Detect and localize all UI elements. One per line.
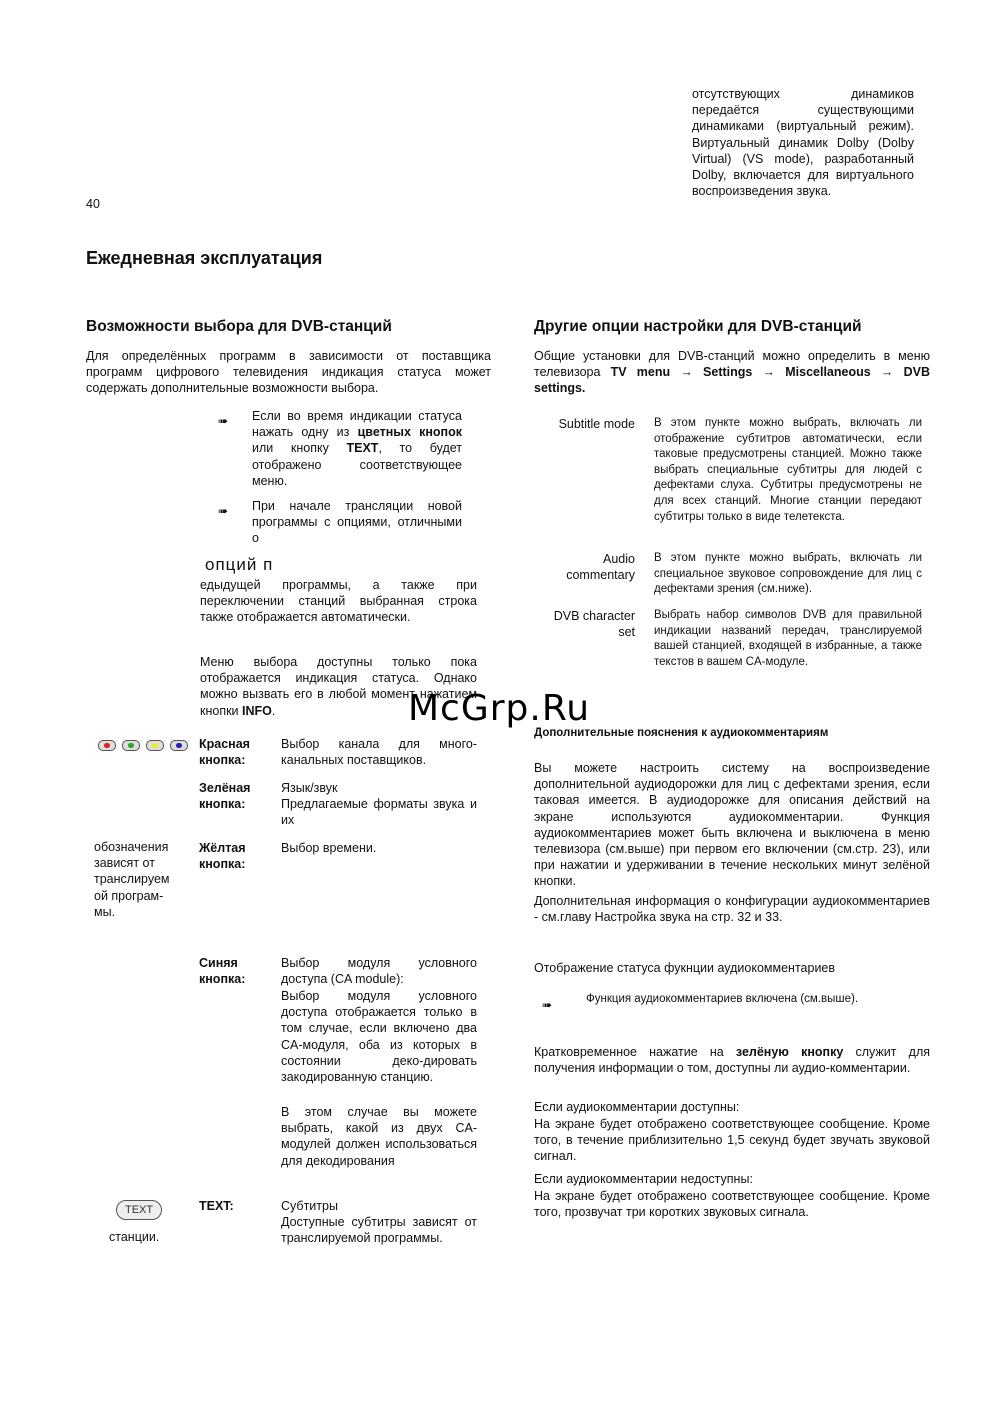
text-label: TEXT:	[199, 1199, 234, 1213]
audio-paragraph-1: Вы можете настроить систему на воспроизведение дополнительной аудиодорожки для лиц с дефектами зрения, если таковая имеется. В аудиодорожке для описания действий на экране используются аудиокомментарии. Функция аудиокомментариев может быть включена и выключена в меню телевизора (см.выше) при первом его включении (см.стр. 23), или при нажатии и удерживании в течение нескольких минут зелёной кнопки.	[534, 761, 930, 889]
bullet1-text-e: , то будет отображено соответствующее меню.	[252, 441, 462, 488]
green-desc-2: Предлагаемые форматы звука и их	[281, 797, 477, 828]
color-buttons-graphic	[98, 738, 194, 756]
blue-label: Синяя кнопка:	[199, 956, 246, 987]
bullet-arrow-icon: ➠	[218, 504, 229, 518]
red-dot	[104, 743, 110, 748]
bullet1-text-a: Если во время индикации статуса нажать одну из	[252, 409, 462, 440]
green-desc-1: Язык/звук	[281, 781, 338, 795]
audio-unavailable-title: Если аудиокомментарии недоступны:	[534, 1172, 753, 1186]
watermark: McGrp.Ru	[408, 688, 591, 729]
side-stations: станции.	[109, 1230, 160, 1244]
audio-commentary-desc: В этом пункте можно выбрать, включать ли специальное звуковое сопровождение для лиц с дефектами зрения (см.ниже).	[654, 552, 922, 596]
text-button-graphic	[116, 1200, 162, 1220]
main-title: Ежедневная эксплуатация	[86, 248, 323, 268]
left-bullet-1	[252, 408, 462, 489]
bullet1-text-d: TEXT	[346, 441, 379, 456]
big-fragment: опций п	[205, 555, 274, 574]
menu-text-c: .	[271, 703, 276, 718]
dvb-charset-label: DVB character set	[553, 609, 635, 640]
audio-available-title: Если аудиокомментарии доступны:	[534, 1100, 740, 1114]
right-intro	[534, 348, 930, 397]
p4-green-button: зелёную кнопку	[735, 1045, 844, 1059]
audio-available-desc: На экране будет отображено соответствующее сообщение. Кроме того, в течение приблизительно 1,5 секунд будет звучать звуковой сигнал.	[534, 1117, 930, 1164]
blue-desc-3: В этом случае вы можете выбрать, какой из двух CA-модулей должен использоваться для декодирования	[281, 1105, 477, 1168]
bullet1-text-c: или кнопку	[252, 441, 347, 456]
bullet-arrow-icon: ➠	[542, 998, 553, 1012]
green-button-icon	[122, 740, 140, 751]
audio-unavailable-desc: На экране будет отображено соответствующее сообщение. Кроме того, прозвучат три коротких звуковых сигнала.	[534, 1189, 930, 1220]
audio-paragraph-2: Дополнительная информация о конфигурации аудиокомментариев - см.главу Настройка звука на стр. 32 и 33.	[534, 894, 930, 925]
text-desc-1: Субтитры	[281, 1199, 338, 1213]
side-note: обозначения зависят от транслируем ой програм-мы.	[94, 840, 170, 919]
red-desc: Выбор канала для много-канальных поставщиков.	[281, 737, 477, 768]
bullet1-text-b: цветных кнопок	[357, 425, 462, 440]
dvb-charset-desc: Выбрать набор символов DVB для правильной индикации названий передач, транслируемой вашей станцией, входящей в избранные, а также текстов в вашем CA-модуле.	[654, 609, 922, 668]
left-continuation: едыдущей программы, а также при переключении станций выбранная строка также отображается автоматически.	[200, 578, 477, 625]
right-heading: Другие опции настройки для DVB-станций	[534, 318, 862, 335]
text-desc-2: Доступные субтитры зависят от транслируемой программы.	[281, 1215, 477, 1246]
red-label: Красная кнопка:	[199, 737, 250, 768]
blue-desc-1: Выбор модуля условного доступа (CA module):	[281, 956, 477, 987]
p4-text-c: служит для получения информации о том, доступны ли аудио-комментарии.	[534, 1045, 931, 1076]
yellow-button-icon	[146, 740, 164, 751]
yellow-desc: Выбор времени.	[281, 841, 377, 855]
page-number: 40	[86, 197, 100, 211]
subtitle-mode-desc: В этом пункте можно выбрать, включать ли отображение субтитров автоматически, если таковые предусмотрены станцией. Можно также выбрать специальные субтитры для людей с дефектами слуха. Субтитры предусмотрены не для всех станций. Многие станции передают субтитры только в виде телетекста.	[654, 417, 922, 523]
bullet-arrow-icon: ➠	[218, 414, 229, 428]
right-intro-menu-path: TV menu → Settings → Miscellaneous → DVB settings.	[534, 365, 930, 396]
blue-button-icon	[170, 740, 188, 751]
left-intro: Для определённых программ в зависимости от поставщика программ цифрового телевидения индикация статуса может содержать дополнительные возможности выбора.	[86, 349, 491, 396]
p4-text-a: Кратковременное нажатие на	[534, 1045, 736, 1059]
yellow-dot	[152, 743, 158, 748]
blue-desc-2: Выбор модуля условного доступа отображается только в том случае, если включено два CA-модуля, оба из которых в состоянии деко-дировать закодированную станцию.	[281, 989, 477, 1085]
red-button-icon	[98, 740, 116, 751]
left-bullet-2: При начале трансляции новой программы с опциями, отличными о	[252, 499, 462, 546]
blue-dot	[176, 743, 182, 748]
audio-commentary-label: Audio commentary	[566, 552, 635, 583]
subtitle-mode-label: Subtitle mode	[558, 417, 635, 431]
audio-sub-heading: Дополнительные пояснения к аудиокомментариям	[534, 727, 829, 739]
right-intro-text: Общие установки для DVB-станций можно определить в меню телевизора	[534, 349, 930, 380]
green-label: Зелёная кнопка:	[199, 781, 251, 812]
audio-paragraph-4	[534, 1044, 930, 1076]
text-button-icon: TEXT	[116, 1200, 162, 1220]
yellow-label: Жёлтая кнопка:	[199, 841, 246, 872]
menu-text-info: INFO	[242, 703, 272, 718]
audio-status-bullet: Функция аудиокомментариев включена (см.выше).	[586, 993, 859, 1005]
top-right-paragraph: отсутствующих динамиков передаётся существующими динамиками (виртуальный режим). Виртуальный динамик Dolby (Dolby Virtual) (VS mode), разработанный Dolby, включается для виртуального воспроизведения звука.	[692, 87, 914, 199]
menu-text-a: Меню выбора доступны только пока отображается индикация статуса. Однако можно вызвать его в любой момент нажатием кнопки	[200, 655, 477, 718]
left-heading: Возможности выбора для DVB-станций	[86, 318, 392, 335]
green-dot	[128, 743, 134, 748]
audio-status-title: Отображение статуса фукнции аудиокомментариев	[534, 961, 836, 975]
